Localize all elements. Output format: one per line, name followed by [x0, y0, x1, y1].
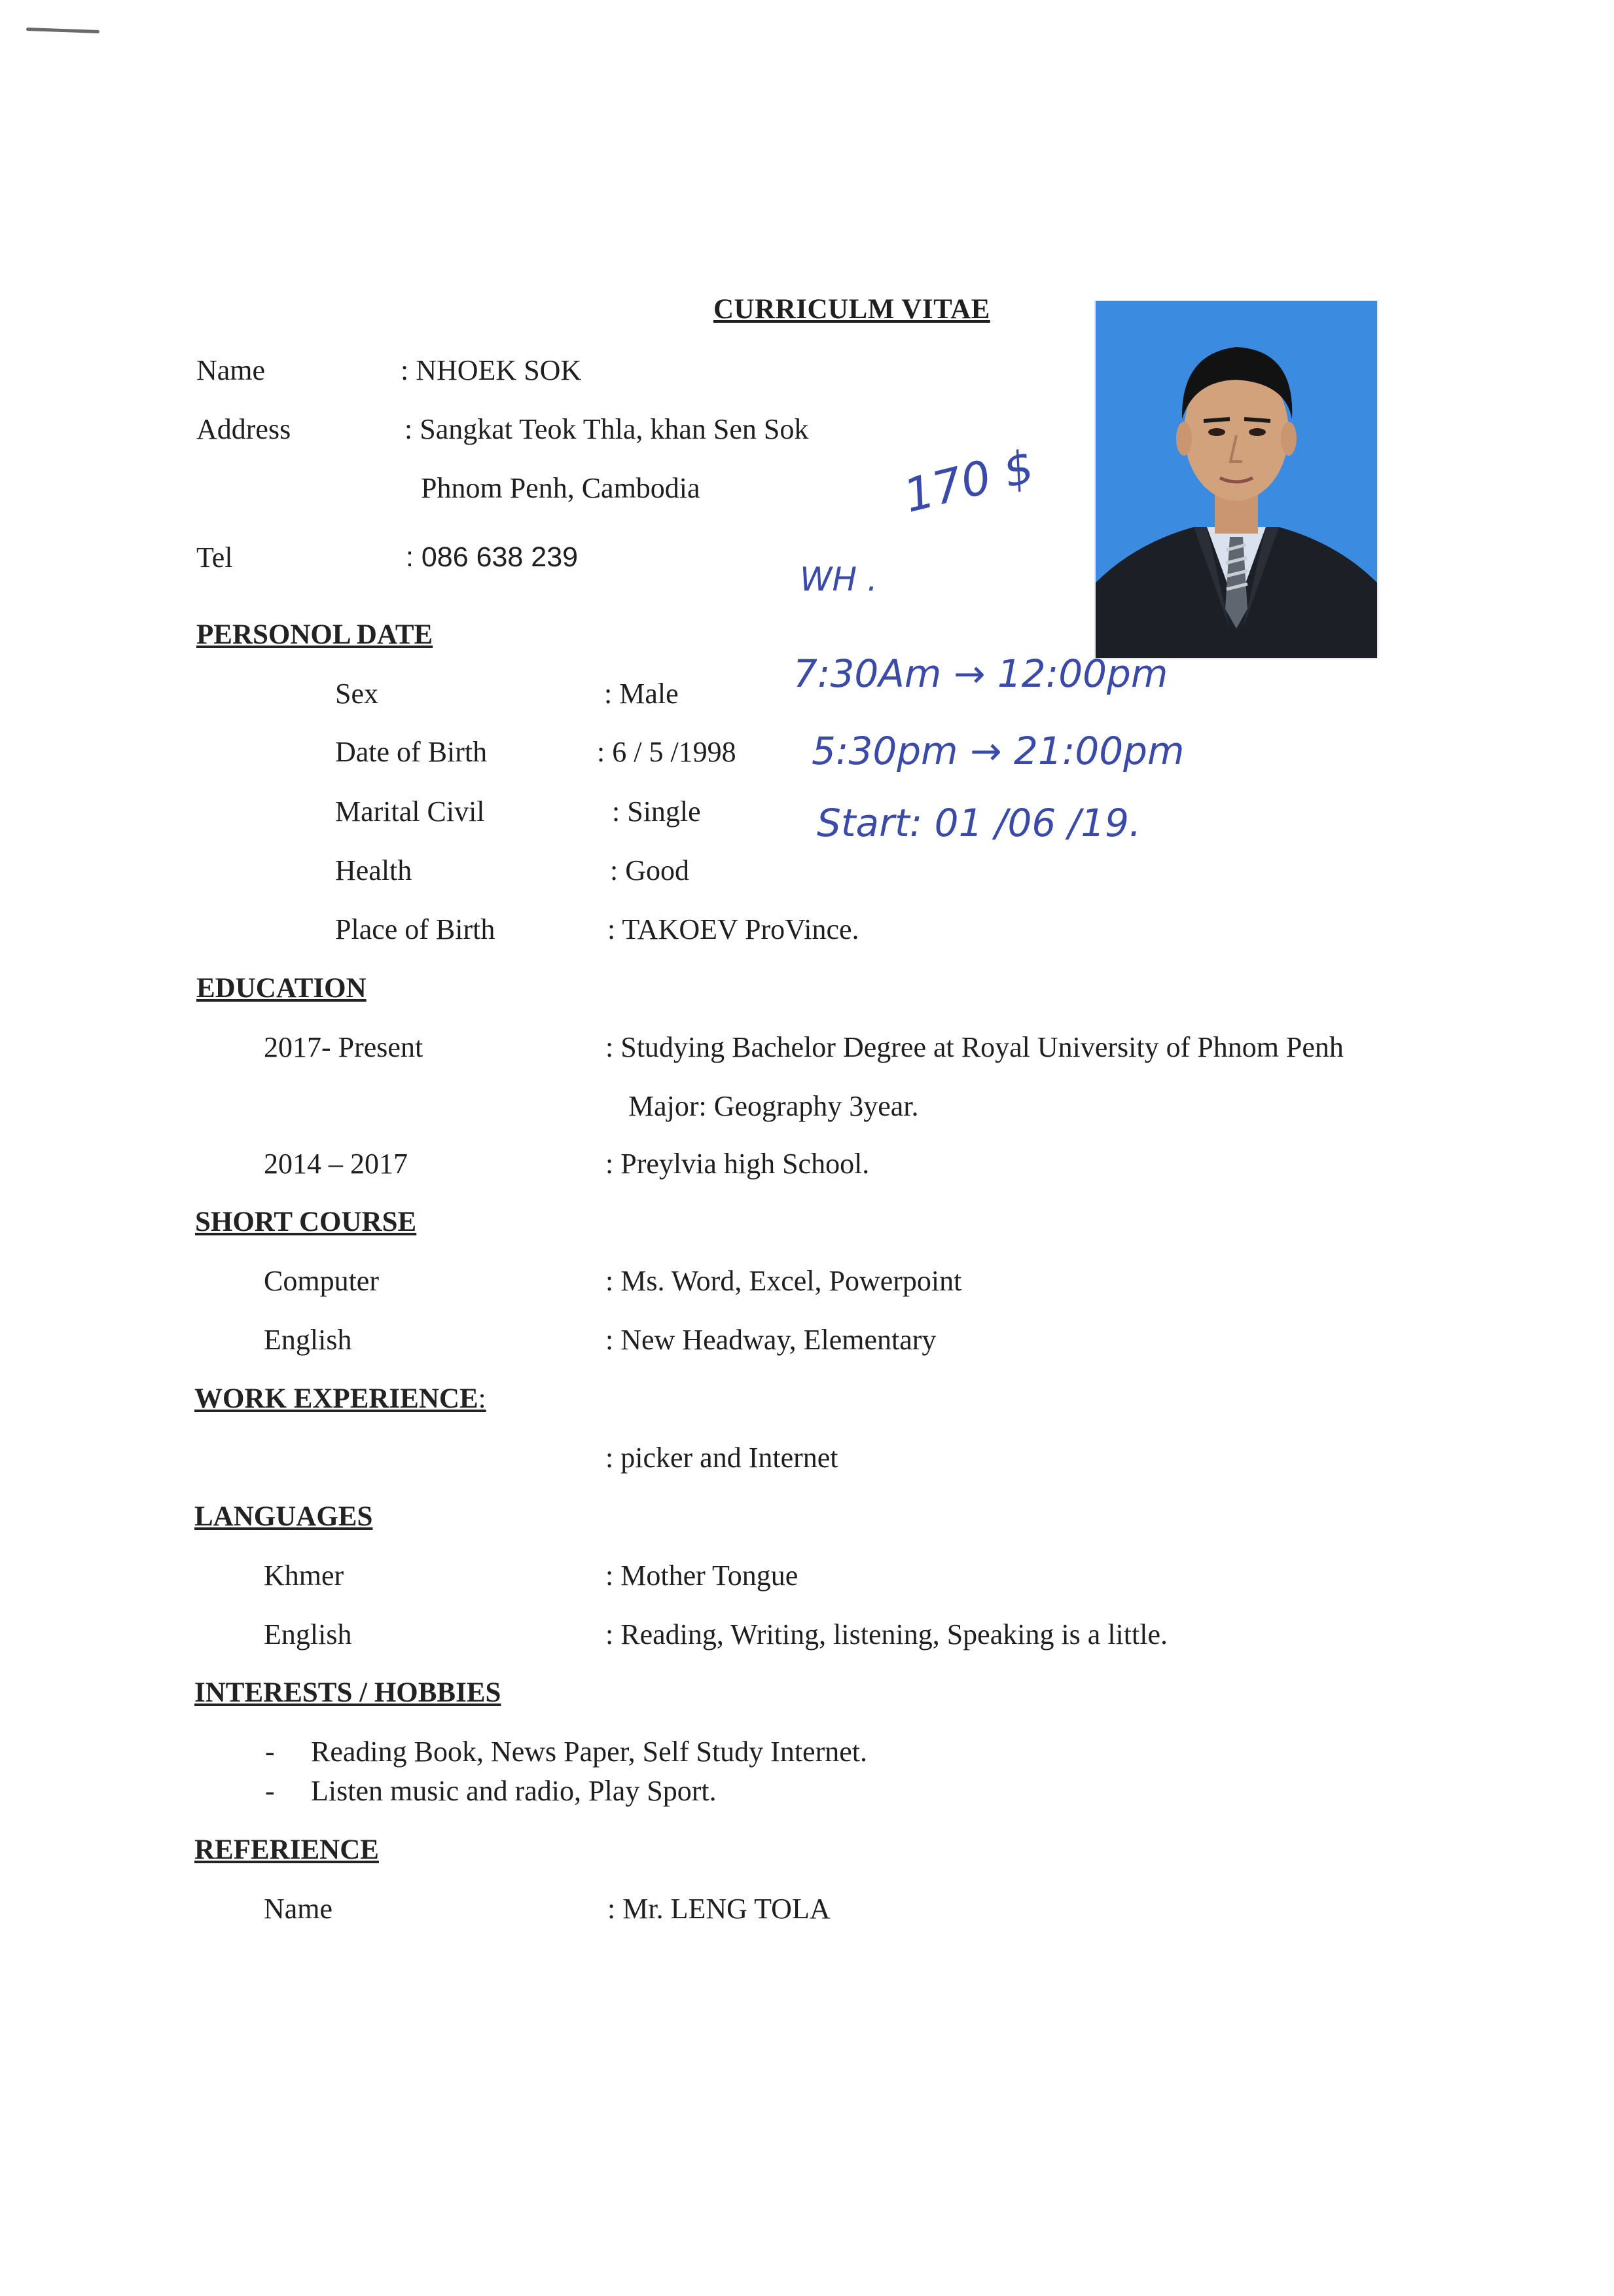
personal-value-dob: : 6 / 5 /1998 [597, 736, 736, 768]
personal-value-birthplace: : TAKOEV ProVince. [607, 913, 859, 945]
name-value: : NHOEK SOK [401, 354, 582, 386]
language-label-khmer: Khmer [264, 1559, 344, 1592]
handwritten-salary: 170 $ [899, 439, 1039, 524]
personal-label-dob: Date of Birth [335, 736, 488, 768]
address-line1: : Sangkat Teok Thla, khan Sen Sok [404, 413, 809, 445]
personal-value-marital: : Single [612, 795, 701, 828]
education-value-2: : Preylvia high School. [605, 1148, 870, 1180]
language-value-khmer: : Mother Tongue [605, 1559, 798, 1592]
handwritten-shift-2: 5:30pm → 21:00pm [812, 729, 1185, 773]
work-heading-text: WORK EXPERIENCE [194, 1383, 478, 1414]
interest-item-1: Reading Book, News Paper, Self Study Internet. [311, 1736, 867, 1768]
personal-value-health: : Good [610, 854, 689, 886]
bullet-dash: - [265, 1736, 275, 1768]
handwritten-start-date: Start: 01 /06 /19. [817, 801, 1141, 845]
scan-mark [26, 27, 99, 33]
tel-value: : 086 638 239 [406, 541, 579, 573]
education-value-1: : Studying Bachelor Degree at Royal University of Phnom Penh [605, 1031, 1344, 1063]
work-heading-colon: : [478, 1383, 486, 1414]
section-heading-education: EDUCATION [196, 973, 367, 1004]
education-major: Major: Geography 3year. [628, 1090, 919, 1122]
language-label-english: English [264, 1618, 352, 1650]
handwritten-wh: WH . [800, 560, 878, 598]
short-course-label-english: English [264, 1324, 352, 1356]
personal-value-sex: : Male [604, 678, 679, 710]
section-heading-short-course: SHORT COURSE [195, 1207, 417, 1237]
section-heading-interests: INTERESTS / HOBBIES [194, 1677, 501, 1708]
short-course-value-computer: : Ms. Word, Excel, Powerpoint [605, 1265, 962, 1297]
address-line2: Phnom Penh, Cambodia [421, 472, 700, 504]
short-course-label-computer: Computer [264, 1265, 379, 1297]
address-label: Address [196, 413, 291, 445]
personal-label-birthplace: Place of Birth [335, 913, 495, 945]
name-label: Name [196, 354, 266, 386]
work-value: : picker and Internet [605, 1442, 838, 1474]
short-course-value-english: : New Headway, Elementary [605, 1324, 937, 1356]
interest-item-2: Listen music and radio, Play Sport. [311, 1775, 717, 1807]
section-heading-languages: LANGUAGES [194, 1501, 373, 1532]
language-value-english: : Reading, Writing, listening, Speaking is a little. [605, 1618, 1168, 1650]
portrait-photo [1094, 300, 1378, 659]
bullet-dash: - [265, 1775, 275, 1807]
document-title: CURRICULM VITAE [713, 294, 990, 325]
tel-label: Tel [196, 541, 233, 574]
personal-label-sex: Sex [335, 678, 378, 710]
section-heading-personal: PERSONOL DATE [196, 619, 433, 650]
personal-label-marital: Marital Civil [335, 795, 485, 828]
reference-label-name: Name [264, 1893, 333, 1925]
portrait-photo-icon [1096, 301, 1377, 658]
education-label-1: 2017- Present [264, 1031, 423, 1063]
section-heading-reference: REFERIENCE [194, 1834, 379, 1865]
reference-value-name: : Mr. LENG TOLA [607, 1893, 831, 1925]
handwritten-shift-1: 7:30Am → 12:00pm [793, 651, 1168, 696]
personal-label-health: Health [335, 854, 412, 886]
section-heading-work [194, 1385, 486, 1413]
education-label-2: 2014 – 2017 [264, 1148, 408, 1180]
